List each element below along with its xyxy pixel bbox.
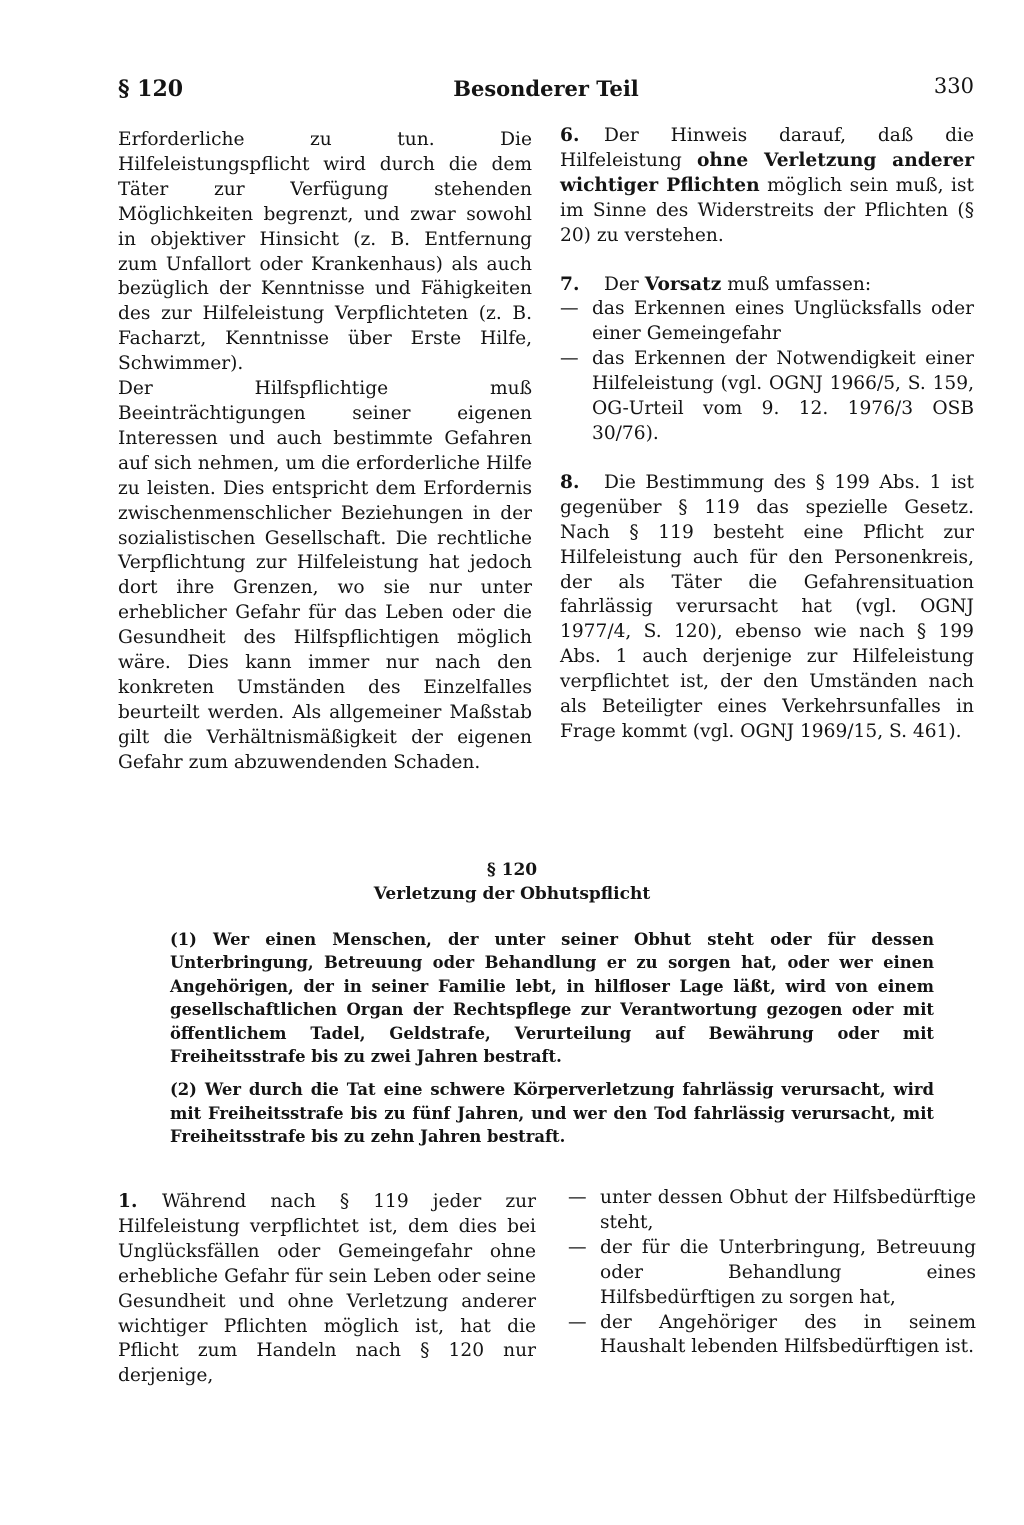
list-item bbox=[568, 1236, 976, 1311]
emphasis: Vorsatz bbox=[644, 273, 722, 295]
item-number: 7. bbox=[560, 273, 580, 295]
list-item-text: der Angehöriger des in seinem Haushalt lebenden Hilfsbedürftigen ist. bbox=[600, 1311, 976, 1358]
item-text: Der Hinweis darauf, daß die Hilfeleistung bbox=[560, 125, 974, 171]
list-item-text: das Erkennen der Notwendigkeit einer Hilfeleistung (vgl. OGNJ 1966/5, S. 159, OG-Urteil vom 9. 12. 1976/3 OSB 30/76). bbox=[592, 348, 974, 444]
emphasis: ohne Verletzung anderer wichtiger Pflichten bbox=[560, 149, 974, 196]
item-number: 1. bbox=[118, 1191, 138, 1212]
right-column-bottom bbox=[568, 1186, 976, 1360]
left-column-top bbox=[118, 128, 532, 776]
paragraph: Der Hilfspflichtige muß Beeinträchtigungen seiner eigenen Interessen und auch bestimmte Gefahren auf sich nehmen, um die erforderliche Hilfe zu leisten. Dies entspricht dem Erfordernis zwischenmenschlicher Beziehungen in der sozialistischen Gesellschaft. Die rechtliche Verpflichtung zur Hilfeleistung hat jedoch dort ihre Grenzen, wo sie nur unter erheblicher Gefahr für das Leben oder die Gesundheit des Hilfspflichtigen möglich wäre. Dies kann immer nur nach den konkreten Umständen des Einzelfalles beurteilt werden. Als allgemeiner Maßstab gilt die Verhältnismäßigkeit der eigenen Gefahr zum abzuwendenden Schaden. bbox=[118, 378, 532, 773]
item-text: Der bbox=[604, 273, 639, 295]
statute-title: Verletzung der Obhutspflicht bbox=[373, 884, 651, 904]
commentary-item-1 bbox=[118, 1190, 536, 1389]
list-item bbox=[560, 347, 974, 447]
dash-bullet: — bbox=[568, 1236, 587, 1258]
commentary-item-7 bbox=[560, 273, 974, 298]
commentary-item-8 bbox=[560, 471, 974, 745]
item-text: Während nach § 119 jeder zur Hilfeleistung verpflichtet ist, dem dies bei Unglücksfällen oder Gemeingefahr ohne erhebliche Gefahr für sein Leben oder seine Gesundheit und ohne Verletzung anderer wichtiger Pflichten möglich ist, hat die Pflicht zum Handeln nach § 120 nur derjenige, bbox=[118, 1191, 536, 1387]
statute-paragraph-2: (2) Wer durch die Tat eine schwere Körperverletzung fahrlässig verursacht, wird mit Freiheitsstrafe bis zu fünf Jahren, und wer den Tod fahrlässig verursacht, mit Freiheitsstrafe bis zu zehn Jahren bestraft. bbox=[170, 1080, 934, 1147]
item-text: möglich sein muß, ist im Sinne des Widerstreits der Pflichten (§ 20) zu verstehen. bbox=[560, 174, 975, 246]
list-item-text: das Erkennen eines Unglücksfalls oder einer Gemeingefahr bbox=[592, 298, 974, 345]
right-column-top bbox=[560, 124, 974, 745]
running-header bbox=[118, 74, 974, 108]
dash-bullet: — bbox=[568, 1187, 587, 1208]
list-item bbox=[568, 1311, 976, 1361]
item-text: Die Bestimmung des § 199 Abs. 1 ist gegenüber § 119 das spezielle Gesetz. Nach § 119 besteht eine Pflicht zur Hilfeleistung auch für den Personenkreis, der als Täter die Gefahrensituation fahrlässig verursacht hat (vgl. OGNJ 1977/4, S. 120), ebenso wie nach § 199 Abs. 1 auch derjenige zur Hilfeleistung verpflichtet ist, der den Umständen nach als Beteiligter eines Verkehrsunfalles in Frage kommt (vgl. OGNJ 1969/15, S. 461). bbox=[560, 471, 974, 742]
statute-text bbox=[170, 928, 934, 1149]
list-item-text: unter dessen Obhut der Hilfsbedürftige steht, bbox=[600, 1187, 976, 1233]
list-item bbox=[560, 297, 974, 347]
left-column-bottom bbox=[118, 1190, 536, 1389]
header-section: § 120 bbox=[118, 76, 184, 102]
item-text: muß umfassen: bbox=[727, 273, 872, 295]
dash-bullet: — bbox=[560, 298, 579, 320]
commentary-item-6 bbox=[560, 124, 974, 249]
statute-paragraph-1: (1) Wer einen Menschen, der unter seiner Obhut steht oder für dessen Unterbringung, Betreuung oder Behandlung er zu sorgen hat, oder wer einen Angehörigen, der in seiner Familie lebt, in hilfloser Lage läßt, wird von einem gesellschaftlichen Organ der Rechtspflege zur Verantwortung gezogen oder mit öffentlichem Tadel, Geldstrafe, Verurteilung auf Bewährung oder mit Freiheitsstrafe bis zu zwei Jahren bestraft. bbox=[170, 930, 934, 1067]
statute-section-number: § 120 bbox=[486, 860, 538, 880]
paragraph: Erforderliche zu tun. Die Hilfeleistungspflicht wird durch die dem Täter zur Verfügung stehenden Möglichkeiten begrenzt, und zwar sowohl in objektiver Hinsicht (z. B. Entfernung zum Unfallort oder Krankenhaus) als auch bezüglich der Kenntnisse und Fähigkeiten des zur Hilfeleistung Verpflichteten (z. B. Facharzt, Kenntnisse über Erste Hilfe, Schwimmer). bbox=[118, 129, 532, 375]
list-item-text: der für die Unterbringung, Betreuung oder Behandlung eines Hilfsbedürftigen zu sorgen hat, bbox=[600, 1236, 976, 1308]
list-item bbox=[568, 1186, 976, 1236]
item-number: 8. bbox=[560, 471, 580, 493]
header-title: Besonderer Teil bbox=[453, 76, 639, 101]
dash-bullet: — bbox=[560, 348, 579, 370]
page-number: 330 bbox=[933, 74, 974, 98]
item-number: 6. bbox=[560, 125, 580, 146]
dash-bullet: — bbox=[568, 1311, 587, 1333]
